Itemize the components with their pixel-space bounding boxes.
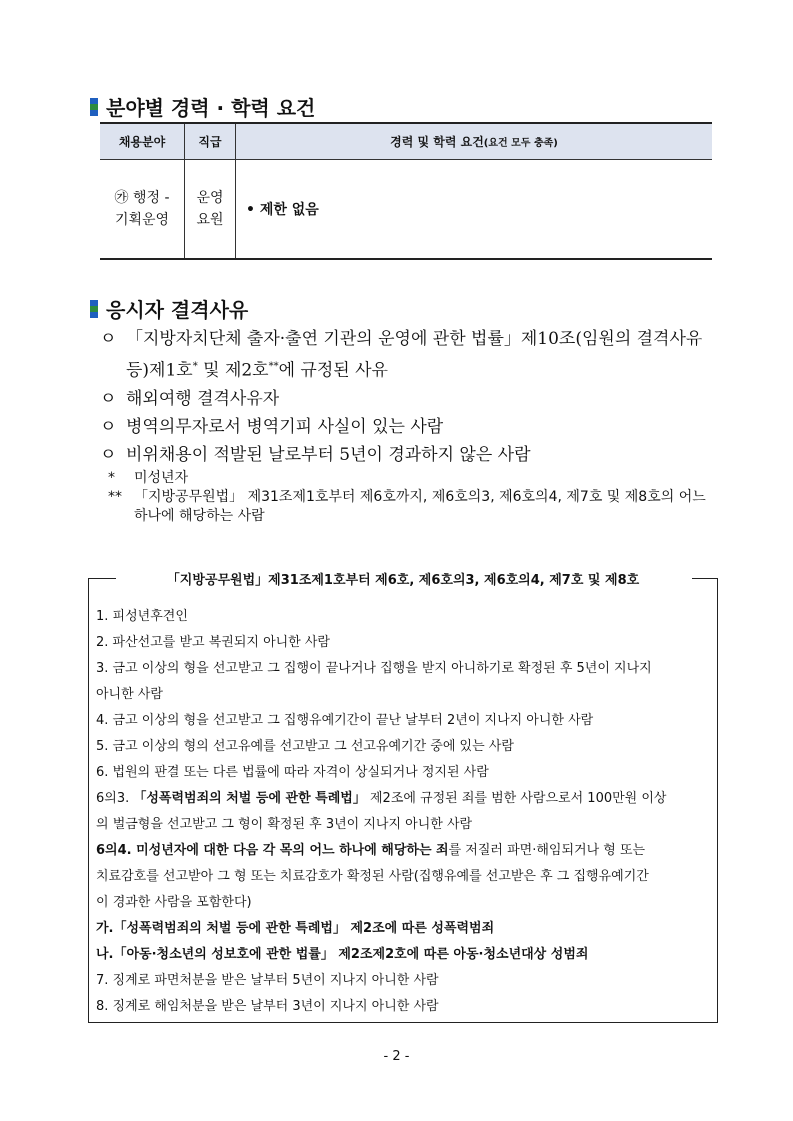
disqualification-list xyxy=(100,325,720,469)
list-item xyxy=(100,413,720,441)
header-grade: 직급 xyxy=(185,123,236,160)
line-part-bold: 「성폭력범죄의 처벌 등에 관한 특례법」 xyxy=(133,791,366,806)
box-line: 4. 금고 이상의 형을 선고받고 그 집행유예기간이 끝난 날부터 2년이 지나지 아니한 사람 xyxy=(96,713,594,728)
box-line: 가.「성폭력범죄의 처벌 등에 관한 특례법」 제2조에 따른 성폭력범죄 xyxy=(96,921,495,936)
box-corner xyxy=(88,578,89,584)
list-item-text: 병역의무자로서 병역기피 사실이 있는 사람 xyxy=(126,416,444,437)
page-number: - 2 - xyxy=(383,1049,410,1064)
list-item-text xyxy=(126,325,720,385)
circle-bullet: ㅇ xyxy=(100,388,117,409)
box-line: 5. 금고 이상의 형의 선고유예를 선고받고 그 선고유예기간 중에 있는 사람 xyxy=(96,739,514,754)
box-line: 아니한 사람 xyxy=(96,687,163,702)
section-heading-requirements xyxy=(90,92,315,121)
section-heading-disqualification xyxy=(90,294,248,323)
box-border-right xyxy=(692,578,718,579)
square-bullet-icon xyxy=(90,300,98,318)
item-text-part: 「지방자치단체 출자·출연 기관의 운영에 관한 법률」제10조(임원의 결격사유 등)제1호 xyxy=(126,329,703,381)
box-line: 이 경과한 사람을 포함한다) xyxy=(96,895,252,910)
line-part-bold: 6의4. 미성년자에 대한 다음 각 목의 어느 하나에 해당하는 죄 xyxy=(96,843,449,858)
circle-bullet: ㅇ xyxy=(100,416,117,437)
footnote-mark: * xyxy=(192,361,198,372)
header-requirements-label: 경력 및 학력 요건 xyxy=(390,135,484,149)
box-line: 7. 징계로 파면처분을 받은 날부터 5년이 지나지 아니한 사람 xyxy=(96,973,439,988)
box-title: 「지방공무원법」제31조제1호부터 제6호, 제6호의3, 제6호의4, 제7호 및 제8호 xyxy=(166,573,640,588)
cell-grade xyxy=(185,160,236,260)
circle-bullet: ㅇ xyxy=(100,444,117,465)
law-excerpt-box xyxy=(88,573,718,1023)
box-line: 6. 법원의 판결 또는 다른 법률에 따라 자격이 상실되거나 정지된 사람 xyxy=(96,765,489,780)
line-part: 를 저질러 파면·해임되거나 형 또는 xyxy=(448,843,646,858)
circle-bullet: ㅇ xyxy=(100,329,117,349)
footnote-text: 미성년자 xyxy=(134,470,189,486)
line-part: 6의3. xyxy=(96,791,134,806)
footnote-mark: * xyxy=(108,470,115,486)
section-title: 분야별 경력 · 학력 요건 xyxy=(106,96,316,120)
box-body xyxy=(96,604,711,1020)
box-line: 치료감호를 선고받아 그 형 또는 치료감호가 확정된 사람(집행유예를 선고받은 후 그 집행유예기간 xyxy=(96,869,649,884)
square-bullet-icon xyxy=(90,98,98,116)
box-line: 1. 피성년후견인 xyxy=(96,609,188,624)
list-item xyxy=(100,441,720,469)
field-line-1: ㉮ 행정 - xyxy=(114,190,170,206)
section-title: 응시자 결격사유 xyxy=(106,298,249,322)
footnote-mark: ** xyxy=(108,489,122,505)
item-text-part: 및 제2호 xyxy=(197,360,269,381)
box-corner xyxy=(717,578,718,584)
footnote-text: 「지방공무원법」 제31조제1호부터 제6호까지, 제6호의3, 제6호의4, 제7호 및 제8호의 어느 하나에 해당하는 사람 xyxy=(134,489,706,524)
footnote xyxy=(108,488,718,526)
footnote-mark: ** xyxy=(268,361,279,372)
table-row xyxy=(100,160,712,260)
box-line: 의 벌금형을 선고받고 그 형이 확정된 후 3년이 지나지 아니한 사람 xyxy=(96,817,473,832)
list-item xyxy=(100,385,720,413)
footnote xyxy=(108,469,718,488)
box-line: 나.「아동·청소년의 성보호에 관한 법률」 제2조제2호에 따른 아동·청소년대상 성범죄 xyxy=(96,947,589,962)
list-item xyxy=(100,325,720,385)
list-item-text: 비위채용이 적발된 날로부터 5년이 경과하지 않은 사람 xyxy=(126,444,531,465)
field-line-2: 기획운영 xyxy=(114,212,170,228)
box-line: 3. 금고 이상의 형을 선고받고 그 집행이 끝나거나 집행을 받지 아니하기로 확정된 후 5년이 지나지 xyxy=(96,661,652,676)
cell-requirement: • 제한 없음 xyxy=(236,160,713,260)
header-requirements xyxy=(236,123,713,160)
list-item-text: 해외여행 결격사유자 xyxy=(126,388,280,409)
header-requirements-note: (요건 모두 충족) xyxy=(483,138,558,149)
line-part: 제2조에 규정된 죄를 범한 사람으로서 100만원 이상 xyxy=(365,791,667,806)
box-line xyxy=(96,786,711,812)
table-header-row xyxy=(100,123,712,160)
box-border-left xyxy=(88,578,116,579)
grade-line-1: 운영 xyxy=(196,190,224,206)
grade-line-2: 요원 xyxy=(196,212,224,228)
box-line: 2. 파산선고를 받고 복권되지 아니한 사람 xyxy=(96,635,330,650)
box-line: 8. 징계로 해임처분을 받은 날부터 3년이 지나지 아니한 사람 xyxy=(96,999,439,1014)
footnotes xyxy=(108,469,718,526)
header-field: 채용분야 xyxy=(100,123,185,160)
box-line xyxy=(96,838,711,864)
requirements-table xyxy=(100,122,712,260)
cell-field xyxy=(100,160,185,260)
item-text-part: 에 규정된 사유 xyxy=(278,360,388,381)
